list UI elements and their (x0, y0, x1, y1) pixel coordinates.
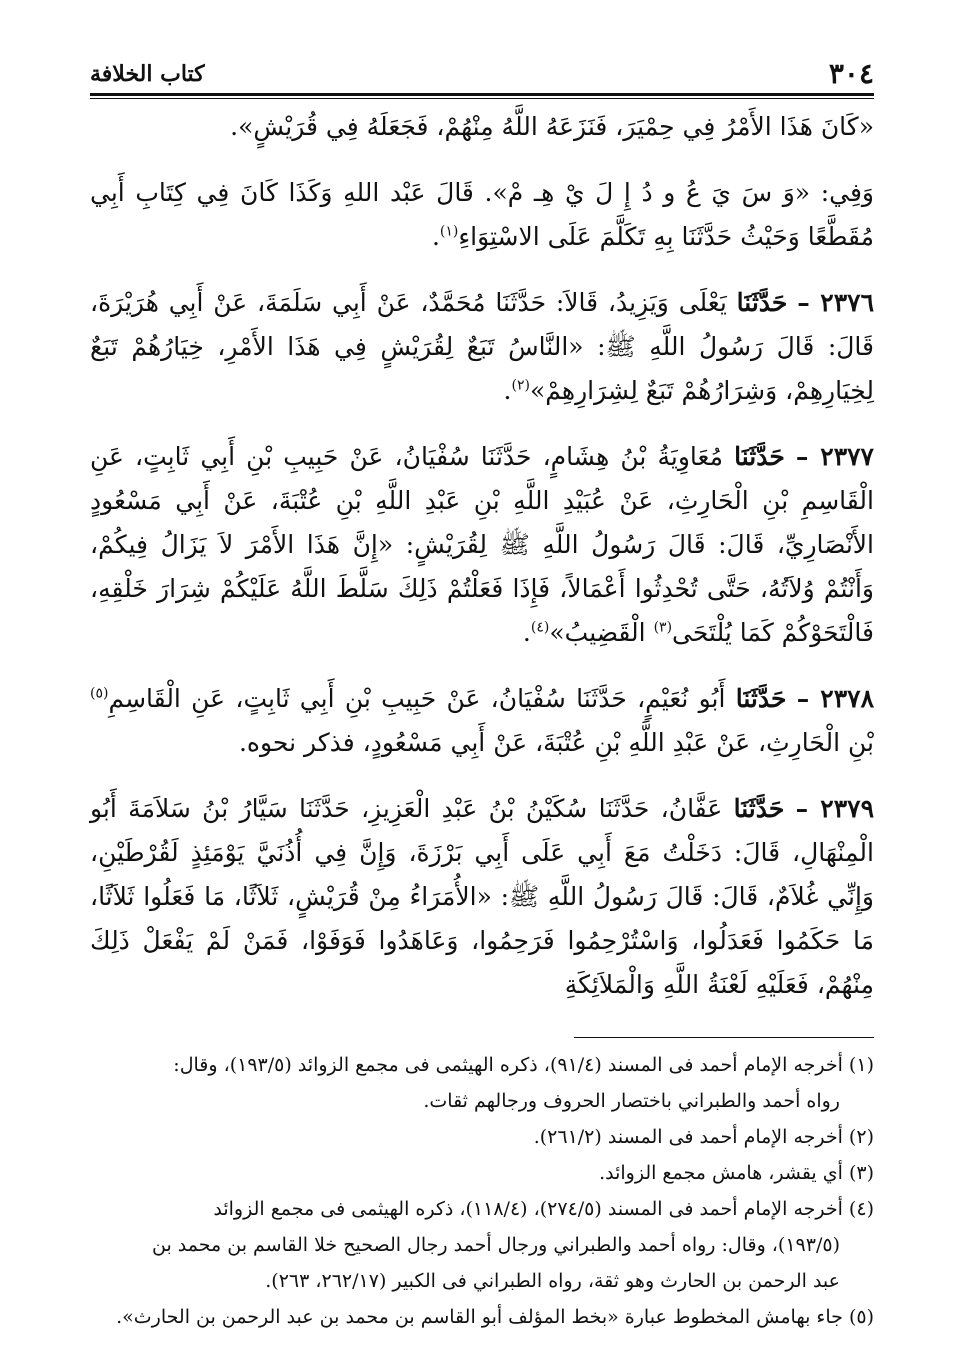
hadith-text: يَعْلَى وَيَزِيدُ، قَالاَ: حَدَّثَنَا مُحَمَّدٌ، عَنْ أَبِي سَلَمَةَ، عَنْ أَبِي هُرَيْرَةَ، قَالَ: قَالَ رَسُولُ اللَّهِ ﷺ: «النَّاسُ تَبَعٌ لِقُرَيْشٍ فِي هَذَا الأَمْرِ، خِيَارُهُمْ تَبَعٌ لِخِيَارِهِمْ، وَشِرَارُهُمْ تَبَعٌ لِشِرَارِهِمْ» (90, 288, 874, 405)
footnote-ref: (٤) (530, 619, 550, 636)
hadith-text: مُعَاوِيَةُ بْنُ هِشَامٍ، حَدَّثَنَا سُفْيَانُ، عَنْ حَبِيبِ بْنِ أَبِي ثَابِتٍ، عَنِ الْقَاسِمِ بْنِ الْحَارِثِ، عَنْ عُبَيْدِ اللَّهِ بْنِ عَبْدِ اللَّهِ بْنِ عُتْبَةَ، عَنْ أَبِي مَسْعُودٍ الأَنْصَارِيِّ، قَالَ: قَالَ رَسُولُ اللَّهِ ﷺ لِقُرَيْشٍ: «إِنَّ هَذَا الأَمْرَ لاَ يَزَالُ فِيكُمْ، وَأَنْتُمْ وُلاَتُهُ، حَتَّى تُحْدِثُوا أَعْمَالاً، فَإِذَا فَعَلْتُمْ ذَلِكَ سَلَّطَ اللَّهُ عَلَيْكُمْ شِرَارَ خَلْقِهِ، فَالْتَحَوْكُمْ كَمَا يُلْتَحَى (90, 442, 874, 647)
running-title: كتاب الخلافة (90, 61, 205, 87)
footnote-ref: (١) (439, 223, 459, 240)
hadith-text: عَفَّانُ، حَدَّثَنَا سُكَيْنُ بْنُ عَبْدِ الْعَزِيزِ، حَدَّثَنَا سَيَّارُ بْنُ سَلاَمَةَ أَبُو الْمِنْهَالِ، قَالَ: دَخَلْتُ مَعَ أَبِي عَلَى أَبِي بَرْزَةَ، وَإِنَّ فِي أُذُنَيَّ يَوْمَئِذٍ لَقُرْطَيْنِ، وَإِنِّي غُلاَمٌ، قَالَ: قَالَ رَسُولُ اللَّهِ ﷺ: «الأُمَرَاءُ مِنْ قُرَيْشٍ، ثَلاَثًا، مَا فَعَلُوا ثَلاَثًا، مَا حَكَمُوا فَعَدَلُوا، وَاسْتُرْحِمُوا فَرَحِمُوا، وَعَاهَدُوا فَوَفَوْا، فَمَنْ لَمْ يَفْعَلْ ذَلِكَ مِنْهُمْ، فَعَلَيْهِ لَعْنَةُ اللَّهِ وَالْمَلاَئِكَةِ (90, 794, 874, 999)
narration-verb: حَدَّثَنَا (736, 288, 788, 317)
hadith-text: بْنِ الْحَارِثِ، عَنْ عَبْدِ اللَّهِ بْنِ عُتْبَةَ، عَنْ أَبِي مَسْعُودٍ، فذكر نحوه. (238, 728, 874, 757)
footnote-separator (574, 1037, 874, 1038)
footnote-1-continuation: رواه أحمد والطبراني باختصار الحروف ورجالهم ثقات. (423, 1090, 840, 1112)
footnote-ref: (٣) (653, 619, 673, 636)
hadith-2379 (90, 787, 874, 1007)
hadith-number: ٢٣٧٧ – (795, 442, 874, 471)
footnote-ref: (٥) (90, 685, 109, 702)
paragraph-continuation (90, 105, 874, 149)
footnote-ref: (٢) (511, 377, 530, 394)
page-header (90, 55, 874, 91)
hadith-number: ٢٣٧٨ – (796, 684, 874, 713)
hadith-number: ٢٣٧٦ – (797, 288, 874, 317)
header-rule-thin (90, 98, 874, 99)
footnote-2: (٢) أخرجه الإمام أحمد فى المسند (٢٦١/٢). (533, 1126, 874, 1148)
hadith-text: الْقَضِيبُ» (549, 618, 646, 647)
punctuation: . (503, 376, 512, 405)
text-span: «كَانَ هَذَا الأَمْرُ فِي حِمْيَرَ، فَنَزَعَهُ اللَّهُ مِنْهُمْ، فَجَعَلَهُ فِي قُرَيْشٍ». (230, 112, 874, 141)
hadith-2377 (90, 435, 874, 655)
header-rule-thick (90, 93, 874, 96)
text-span: وَفِي: «وَ سَ يَ عُ و دُ إِ لَ يْ هِـ مْ». قَالَ عَبْد اللهِ وَكَذَا كَانَ فِي كِتَابِ أَبِي مُقَطَّعًا وَحَيْثُ حَدَّثَنَا بِهِ تَكَلَّمَ عَلَى الاسْتِوَاءِ (90, 178, 874, 251)
hadith-number: ٢٣٧٩ – (795, 794, 874, 823)
main-text (90, 105, 874, 1007)
footnote-4-continuation-2: عبد الرحمن بن الحارث وهو ثقة، رواه الطبراني فى الكبير (٢٦٢/١٧، ٢٦٣). (265, 1270, 840, 1292)
footnote-4: (٤) أخرجه الإمام أحمد فى المسند (٢٧٤/٥)، (١١٨/٤)، ذكره الهيثمى فى مجمع الزوائد (213, 1198, 874, 1220)
footnotes (90, 1048, 874, 1334)
paragraph-note: وَفِي: «وَ سَ يَ عُ و دُ إِ لَ يْ هِـ مْ». قَالَ عَبْد اللهِ وَكَذَا كَانَ فِي كِتَابِ أَبِي مُقَطَّعًا وَحَيْثُ حَدَّثَنَا بِهِ تَكَلَّمَ عَلَى الاسْتِوَاءِ$^{(١)}$. (90, 178, 874, 251)
hadith-text: أَبُو نُعَيْمٍ، حَدَّثَنَا سُفْيَانُ، عَنْ حَبِيبِ بْنِ أَبِي ثَابِتٍ، عَنِ الْقَاسِمِ (108, 684, 726, 713)
narration-verb: حَدَّثَنَا (734, 442, 785, 471)
footnote-3: (٣) أي يقشر، هامش مجمع الزوائد. (599, 1162, 874, 1184)
page-number: ٣٠٤ (828, 57, 874, 90)
footnote-1: (١) أخرجه الإمام أحمد فى المسند (٩١/٤)، ذكره الهيثمى فى مجمع الزوائد (١٩٣/٥)، وقال: (173, 1054, 874, 1076)
hadith-2376 (90, 281, 874, 413)
narration-verb: حَدَّثَنَا (735, 684, 787, 713)
footnote-5: (٥) جاء بهامش المخطوط عبارة «بخط المؤلف أبو القاسم بن محمد بن عبد الرحمن بن الحارث». (116, 1306, 874, 1328)
punctuation: . (522, 618, 531, 647)
hadith-2378 (90, 677, 874, 765)
footnote-4-continuation: (١٩٣/٥)، وقال: رواه أحمد والطبراني ورجال أحمد رجال الصحيح خلا القاسم بن محمد بن (152, 1234, 840, 1256)
narration-verb: حَدَّثَنَا (733, 794, 785, 823)
